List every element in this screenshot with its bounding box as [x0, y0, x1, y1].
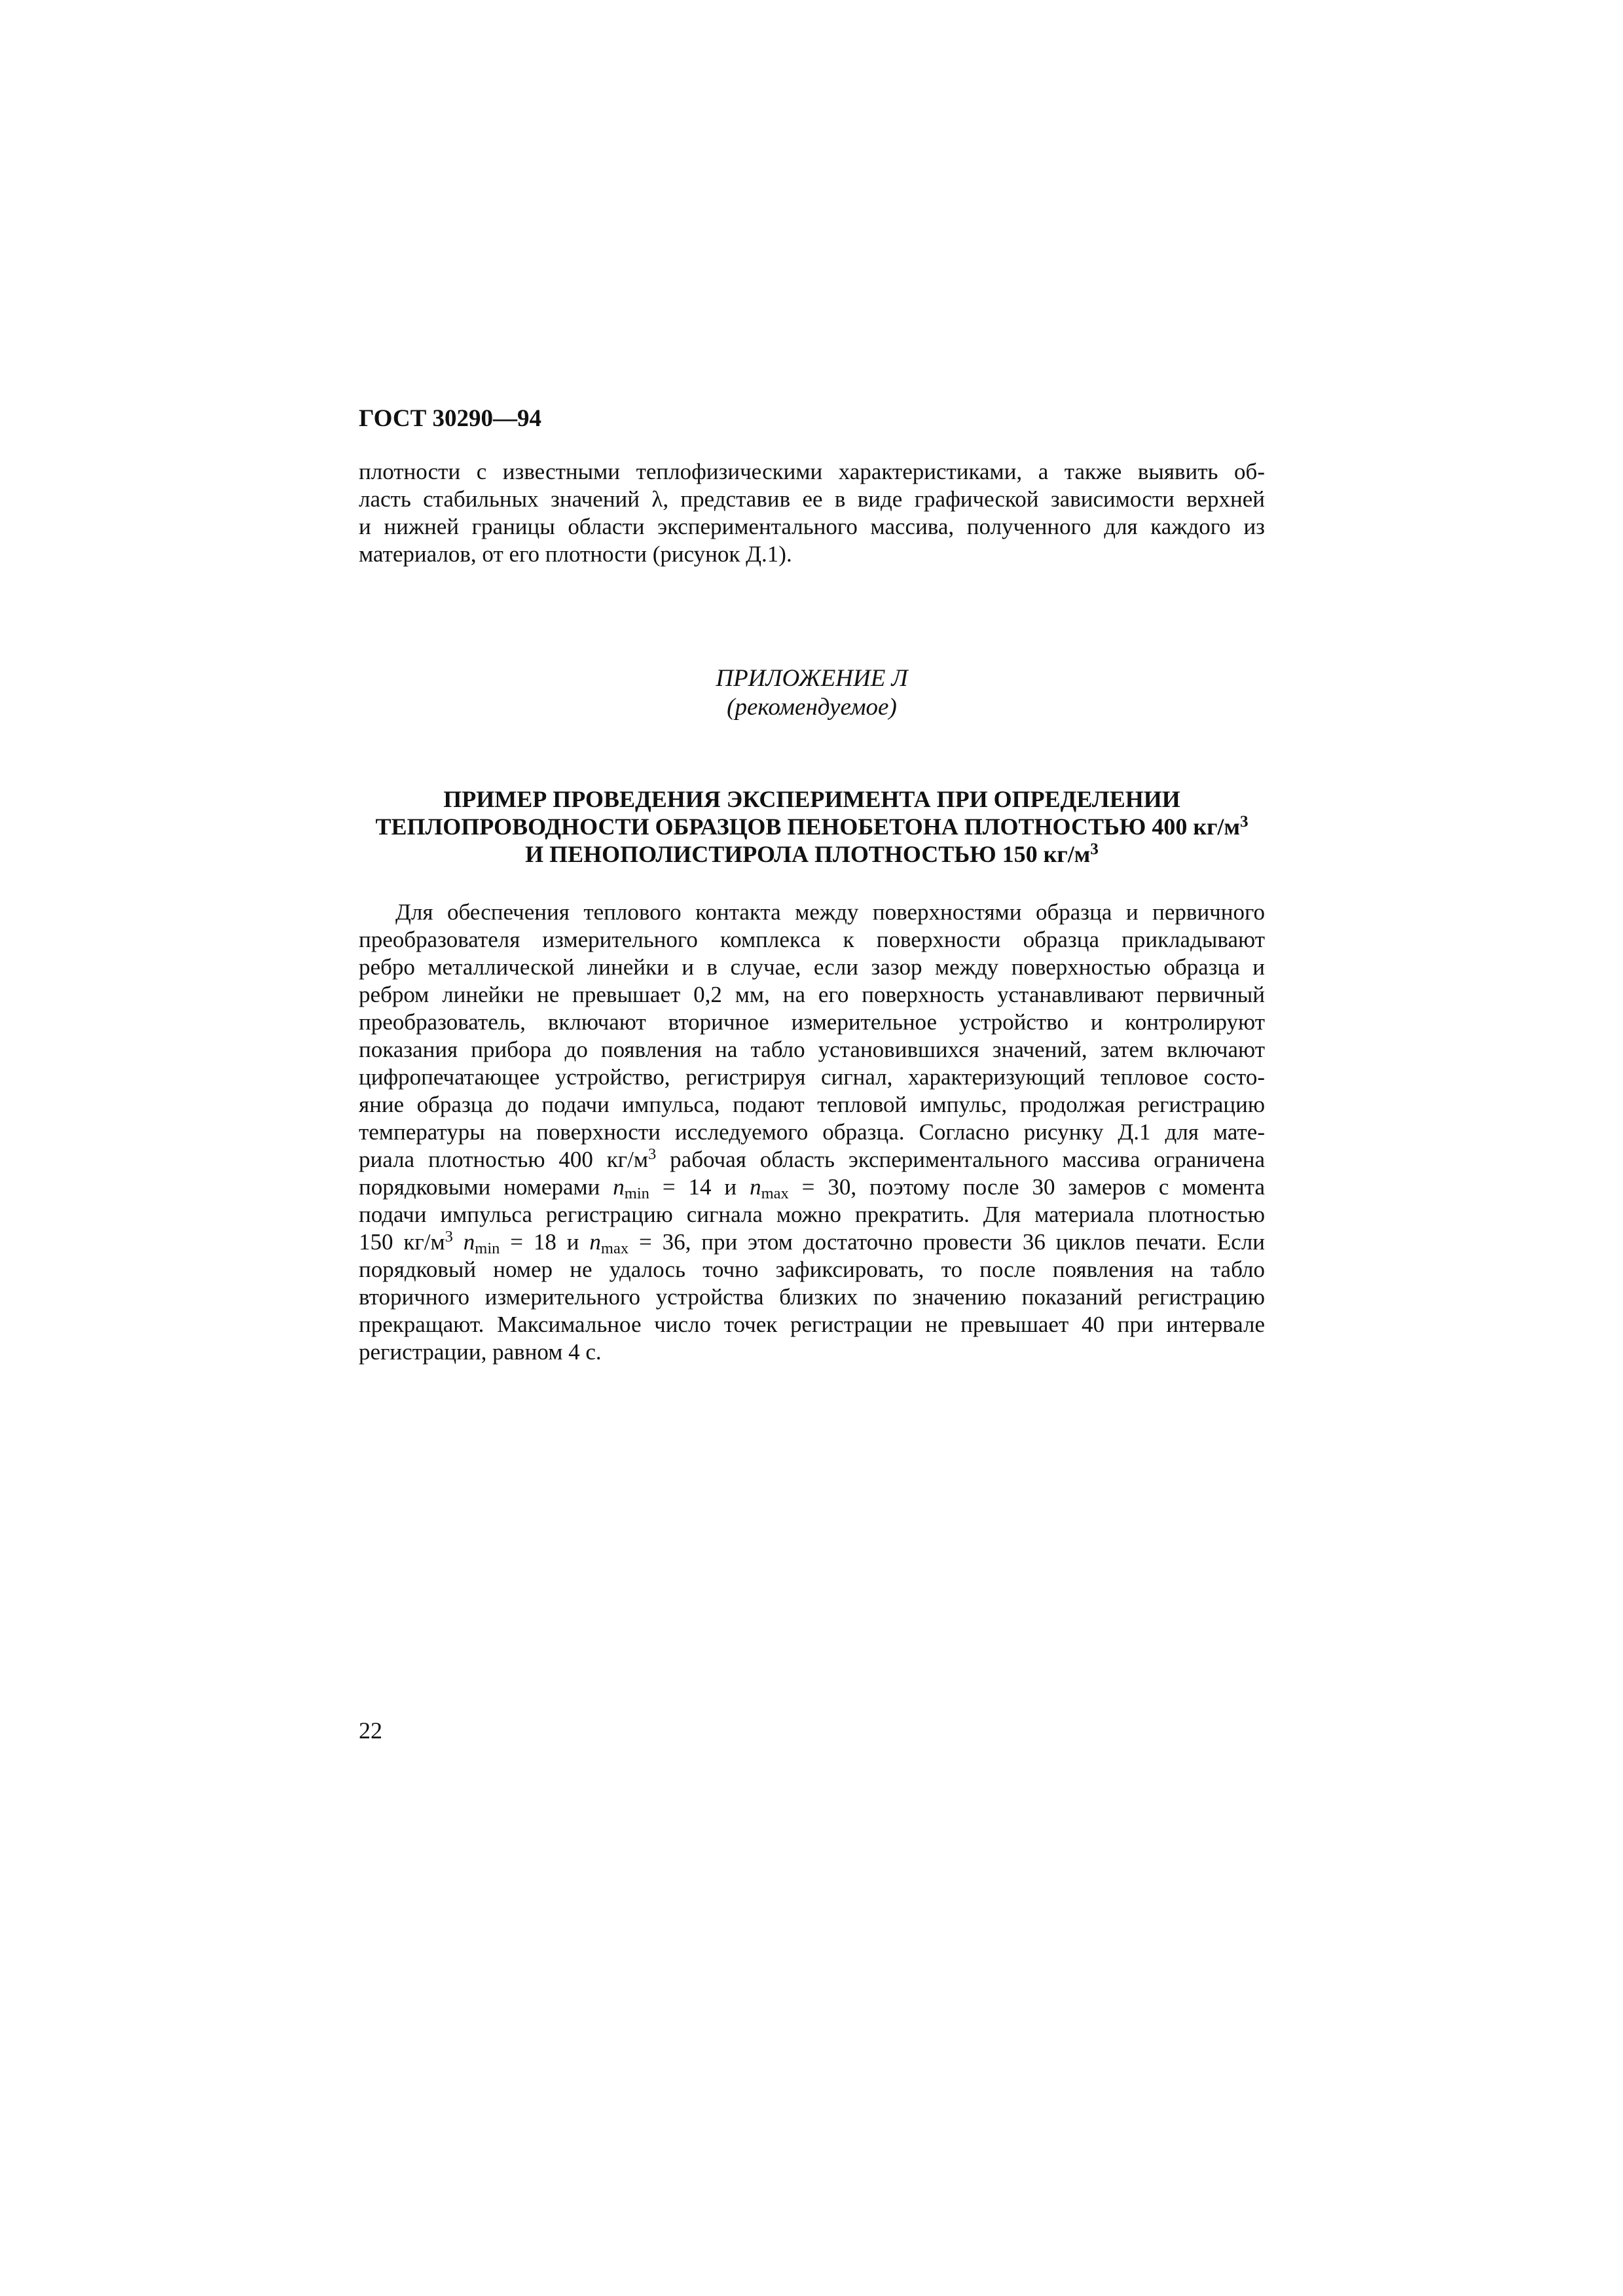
intro-paragraph — [359, 458, 1265, 568]
text-line: регистрации, равном 4 с. — [359, 1339, 602, 1365]
text-line: порядковыми номерами $n_{min} = 14$ и $n_{max} = 30$, поэтому после 30 замеров с момента — [359, 1174, 1265, 1202]
appendix-label: ПРИЛОЖЕНИЕ Л — [716, 665, 908, 692]
text-line: Для обеспечения теплового контакта между поверхностями образца и первичного — [395, 899, 1265, 925]
appendix-status: (рекомендуемое) — [727, 694, 897, 721]
text-line: плотности с известными теплофизическими характеристиками, а также выявить об- — [359, 459, 1265, 484]
text-line: преобразователь, включают вторичное измерительное устройство и контролируют — [359, 1009, 1265, 1035]
text-line: температуры на поверхности исследуемого образца. Согласно рисунку Д.1 для мате- — [359, 1119, 1265, 1145]
title-line-2: ТЕПЛОПРОВОДНОСТИ ОБРАЗЦОВ ПЕНОБЕТОНА ПЛОТНОСТЬЮ 400 $кг/м^3$ — [375, 813, 1249, 840]
section-title — [359, 785, 1265, 868]
text-line: цифропечатающее устройство, регистрируя сигнал, характеризующий тепловое состо- — [359, 1064, 1265, 1090]
text-line: прекращают. Максимальное число точек регистрации не превышает 40 при интервале — [359, 1312, 1265, 1337]
text-line: порядковый номер не удалось точно зафиксировать, то после появления на табло — [359, 1257, 1265, 1282]
text-line: яние образца до подачи импульса, подают тепловой импульс, продолжая регистрацию — [359, 1092, 1265, 1117]
body-paragraph — [359, 899, 1265, 1366]
text-line: риала плотностью 400 $кг/м^3$ рабочая область экспериментального массива ограничена — [359, 1145, 1265, 1172]
text-line: ребро металлической линейки и в случае, если зазор между поверхностью образца и — [359, 954, 1265, 980]
text-line: подачи импульса регистрацию сигнала можно прекратить. Для материала плотностью — [359, 1202, 1265, 1227]
title-line-1: ПРИМЕР ПРОВЕДЕНИЯ ЭКСПЕРИМЕНТА ПРИ ОПРЕДЕЛЕНИИ — [443, 786, 1180, 812]
text-line: преобразователя измерительного комплекса к поверхности образца прикладывают — [359, 927, 1265, 952]
text-line: ребром линейки не превышает 0,2 мм, на его поверхность устанавливают первичный — [359, 982, 1265, 1007]
document-header: ГОСТ 30290—94 — [359, 405, 541, 432]
page-number: 22 — [359, 1717, 382, 1744]
text-line: и нижней границы области экспериментального массива, полученного для каждого из — [359, 514, 1265, 539]
appendix-heading — [359, 664, 1265, 722]
text-line: материалов, от его плотности (рисунок Д.1). — [359, 541, 792, 567]
text-line: вторичного измерительного устройства близких по значению показаний регистрацию — [359, 1284, 1265, 1310]
text-line: ласть стабильных значений λ, представив ее в виде графической зависимости верхней — [359, 486, 1265, 512]
text-line: 150 $кг/м^3$ $n_{min} = 18$ и $n_{max} = 36$, при этом достаточно провести 36 циклов печати. Если — [359, 1228, 1265, 1257]
title-line-3: И ПЕНОПОЛИСТИРОЛА ПЛОТНОСТЬЮ 150 $кг/м^3$ — [525, 840, 1099, 867]
text-line: показания прибора до появления на табло установившихся значений, затем включают — [359, 1037, 1265, 1062]
